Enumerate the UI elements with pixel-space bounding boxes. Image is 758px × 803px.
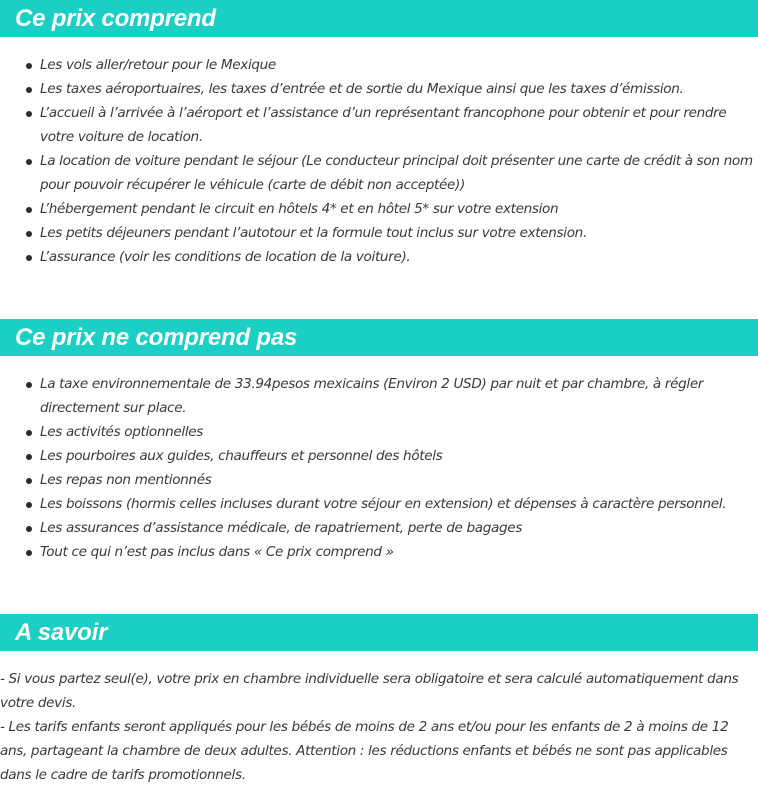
list-item-text: L’assurance (voir les conditions de location de la voiture).: [40, 249, 411, 265]
list-item: [0, 516, 758, 540]
list-item: [0, 372, 758, 420]
bullet-icon: [26, 526, 32, 532]
info-paragraph-solo: - Si vous partez seul(e), votre prix en chambre individuelle sera obligatoire et sera calculé automatiquement dans votre devis.: [0, 671, 739, 711]
list-item: [0, 245, 758, 269]
list-item-text: Les pourboires aux guides, chauffeurs et personnel des hôtels: [40, 448, 443, 464]
list-item-text: Les assurances d’assistance médicale, de rapatriement, perte de bagages: [40, 520, 523, 536]
list-item-text: L’accueil à l’arrivée à l’aéroport et l’assistance d’un représentant francophone pour obtenir et pour rendre votre voiture de location.: [40, 105, 727, 145]
bullet-icon: [26, 231, 32, 237]
excluded-list: [0, 372, 758, 564]
bullet-icon: [26, 478, 32, 484]
list-item-text: Les vols aller/retour pour le Mexique: [40, 57, 276, 73]
list-item: [0, 540, 758, 564]
list-item: [0, 197, 758, 221]
list-item-text: La location de voiture pendant le séjour (Le conducteur principal doit présenter une carte de crédit à son nom pour pouvoir récupérer le véhicule (carte de débit non acceptée)): [40, 153, 753, 193]
bullet-icon: [26, 255, 32, 261]
list-item: [0, 101, 758, 149]
bullet-icon: [26, 502, 32, 508]
list-item-text: Les taxes aéroportuaires, les taxes d’entrée et de sortie du Mexique ainsi que les taxes d’émission.: [40, 81, 684, 97]
list-item-text: L’hébergement pendant le circuit en hôtels 4* et en hôtel 5* sur votre extension: [40, 201, 559, 217]
list-item-text: Les boissons (hormis celles incluses durant votre séjour en extension) et dépenses à caractère personnel.: [40, 496, 727, 512]
info-paragraph-children: - Les tarifs enfants seront appliqués pour les bébés de moins de 2 ans et/ou pour les enfants de 2 à moins de 12 ans, partageant la chambre de deux adultes. Attention : les réductions enfants et bébés ne sont pas applicables dans le cadre de tarifs promotionnels.: [0, 719, 729, 783]
list-item: [0, 221, 758, 245]
list-item: [0, 468, 758, 492]
list-item-text: Les petits déjeuners pendant l’autotour et la formule tout inclus sur votre extension.: [40, 225, 587, 241]
bullet-icon: [26, 382, 32, 388]
list-item: [0, 420, 758, 444]
list-item-text: Tout ce qui n’est pas inclus dans « Ce prix comprend »: [40, 544, 394, 560]
list-item: [0, 149, 758, 197]
bullet-icon: [26, 87, 32, 93]
list-item: [0, 77, 758, 101]
bullet-icon: [26, 550, 32, 556]
included-list: [0, 53, 758, 269]
list-item: [0, 444, 758, 468]
section-title-info: A savoir: [0, 614, 758, 651]
bullet-icon: [26, 430, 32, 436]
list-item-text: Les activités optionnelles: [40, 424, 204, 440]
bullet-icon: [26, 63, 32, 69]
bullet-icon: [26, 454, 32, 460]
list-item-text: Les repas non mentionnés: [40, 472, 212, 488]
section-title-included: Ce prix comprend: [0, 0, 758, 37]
bullet-icon: [26, 159, 32, 165]
list-item-text: La taxe environnementale de 33.94pesos mexicains (Environ 2 USD) par nuit et par chambre, à régler directement sur place.: [40, 376, 704, 416]
section-title-excluded: Ce prix ne comprend pas: [0, 319, 758, 356]
bullet-icon: [26, 207, 32, 213]
bullet-icon: [26, 111, 32, 117]
list-item: [0, 53, 758, 77]
list-item: [0, 492, 758, 516]
